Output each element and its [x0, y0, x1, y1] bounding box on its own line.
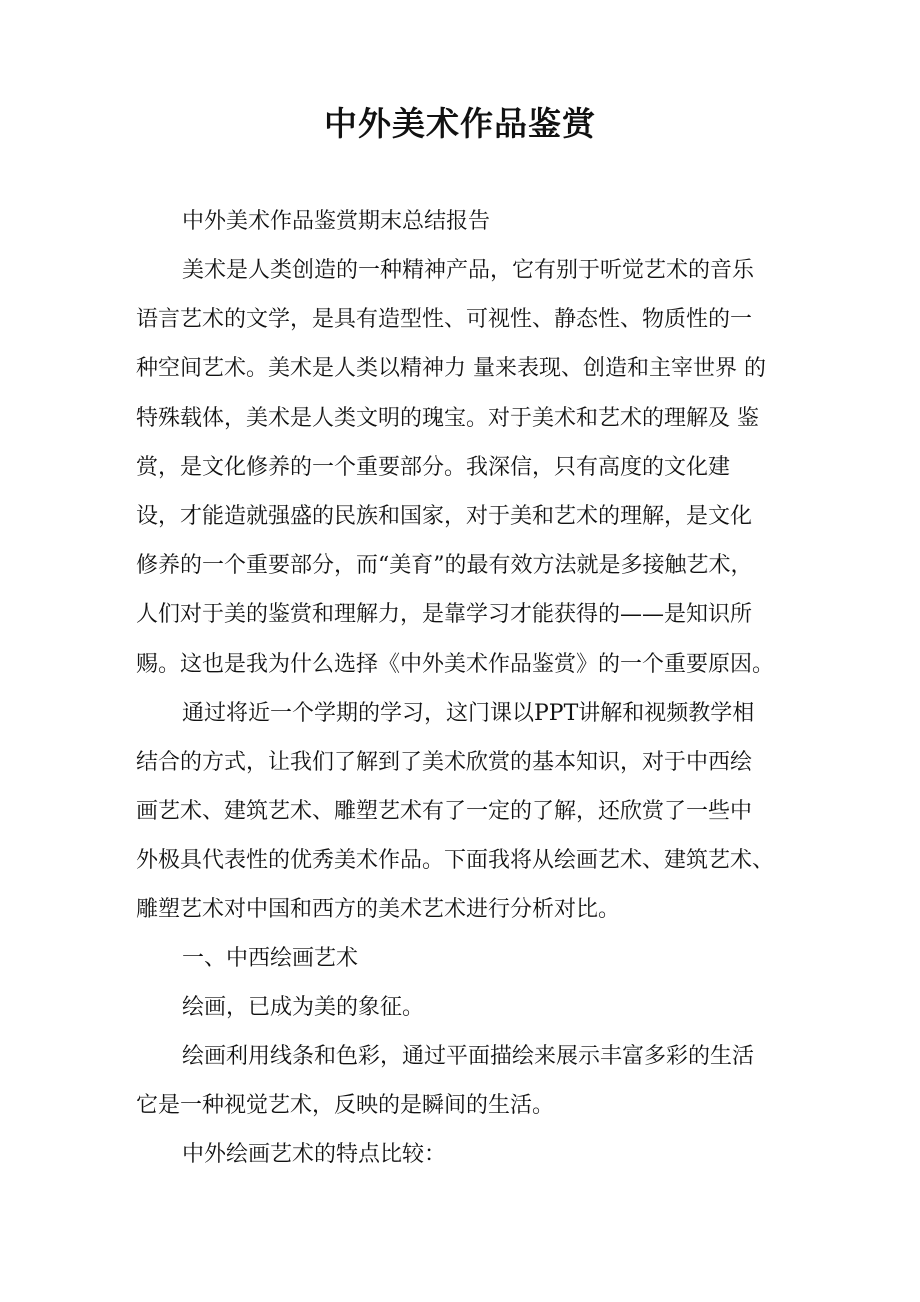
paragraph-line: 种空间艺术。美术是人类以精神力 量来表现、创造和主宰世界 的	[136, 356, 766, 381]
report-subtitle: 中外美术作品鉴赏期末总结报告	[182, 209, 491, 234]
paragraph-line: 语言艺术的文学，是具有造型性、可视性、静态性、物质性的一	[136, 307, 753, 332]
paragraph-line: 设，才能造就强盛的民族和国家，对于美和艺术的理解，是文化	[136, 504, 753, 529]
paragraph-line: 修养的一个重要部分，而“美育”的最有效方法就是多接触艺术，	[136, 553, 753, 578]
section-heading: 一、中西绘画艺术	[182, 946, 359, 971]
paragraph-line: 绘画利用线条和色彩，通过平面描绘来展示丰富多彩的生活	[182, 1044, 755, 1069]
paragraph-line: 雕塑艺术对中国和西方的美术艺术进行分析对比。	[136, 897, 621, 922]
paragraph-line: 画艺术、建筑艺术、雕塑艺术有了一定的了解，还欣赏了一些中	[136, 799, 753, 824]
paragraph-line: 特殊载体，美术是人类文明的瑰宝。对于美术和艺术的理解及 鉴	[136, 406, 759, 431]
paragraph-line: 美术是人类创造的一种精神产品，它有别于听觉艺术的音乐	[182, 258, 755, 283]
paragraph-line: 赐。这也是我为什么选择《中外美术作品鉴赏》的一个重要原因。	[136, 652, 775, 677]
paragraph-line: 人们对于美的鉴赏和理解力，是靠学习才能获得的——是知识所	[136, 602, 753, 627]
paragraph-line: 它是一种视觉艺术，反映的是瞬间的生活。	[136, 1093, 555, 1118]
paragraph-line: 外极具代表性的优秀美术作品。下面我将从绘画艺术、建筑艺术、	[136, 848, 775, 873]
paragraph-line: 结合的方式，让我们了解到了美术欣赏的基本知识，对于中西绘	[136, 750, 753, 775]
document-title: 中外美术作品鉴赏	[324, 104, 596, 143]
paragraph-line: 通过将近一个学期的学习，这门课以PPT讲解和视频教学相	[182, 701, 755, 726]
paragraph-line: 中外绘画艺术的特点比较：	[182, 1142, 447, 1167]
paragraph-line: 绘画，已成为美的象征。	[182, 995, 425, 1020]
paragraph-line: 赏，是文化修养的一个重要部分。我深信，只有高度的文化建	[136, 455, 731, 480]
